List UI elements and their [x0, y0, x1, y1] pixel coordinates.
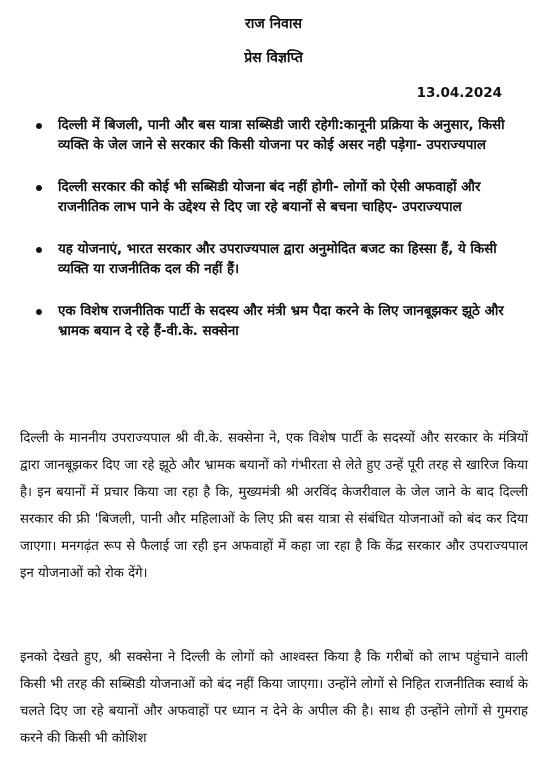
list-item	[36, 240, 506, 280]
list-item	[36, 116, 506, 156]
list-item-text: एक विशेष राजनीतिक पार्टी के सदस्य और मंत्री भ्रम पैदा करने के लिए जानबूझकर झूठे और भ्रामक बयान दे रहे हैं-वी.के. सक्सेना	[58, 304, 504, 339]
bullet-icon	[36, 185, 42, 191]
list-item-text: यह योजनाएं, भारत सरकार और उपराज्यपाल द्वारा अनुमोदित बजट का हिस्सा हैं, ये किसी व्यक्ति या राजनीतिक दल की नहीं हैं।	[58, 242, 497, 277]
bullet-icon	[36, 123, 42, 129]
document-subtitle: प्रेस विज्ञप्ति	[244, 50, 303, 66]
list-item-text: दिल्ली सरकार की कोई भी सब्सिडी योजना बंद नहीं होगी- लोगों को ऐसी अफवाहों और राजनीतिक लाभ पाने के उद्देश्य से दिए जा रहे बयानों से बचना चाहिए- उपराज्यपाल	[58, 180, 481, 215]
body-paragraph: दिल्ली के माननीय उपराज्यपाल श्री वी.के. सक्सेना ने, एक विशेष पार्टी के सदस्यों और सरकार के मंत्रियों द्वारा जानबूझकर दिए जा रहे झूठे और भ्रामक बयानों को गंभीरता से लेते हुए उन्हें पूरी तरह से खारिज किया है। इन बयानों में प्रचार किया जा रहा है कि, मुख्यमंत्री श्री अरविंद केजरीवाल के जेल जाने के बाद दिल्ली सरकार की फ्री 'बिजली, पानी और महिलाओं के लिए फ्री बस यात्रा से संबंधित योजनाओं को बंद कर दिया जाएगा। मनगढ़ंत रूप से फैलाई जा रही इन अफवाहों में कहा जा रहा है कि केंद्र सरकार और उपराज्यपाल इन योजनाओं को रोक देंगे।	[20, 431, 528, 581]
list-item-text: दिल्ली में बिजली, पानी और बस यात्रा सब्सिडी जारी रहेगी:कानूनी प्रक्रिया के अनुसार, किसी व्यक्ति के जेल जाने से सरकार की किसी योजना पर कोई असर नही पड़ेगा- उपराज्यपाल	[58, 118, 505, 153]
list-item	[36, 178, 506, 218]
document-title: राज निवास	[245, 16, 302, 32]
body-paragraph: इनको देखते हुए, श्री सक्सेना ने दिल्ली के लोगों को आश्वस्त किया है कि गरीबों को लाभ पहुंचाने वाली किसी भी तरह की सब्सिडी योजनाओं को बंद नहीं किया जाएगा। उन्होंने लोगों से निहित राजनीतिक स्वार्थ के चलते दिए जा रहे बयानों और अफवाहों पर ध्यान न देने के अपील की है। साथ ही उन्होंने लोगों से गुमराह करने की किसी भी कोशिश	[20, 650, 528, 746]
release-date: 13.04.2024	[416, 85, 502, 101]
list-item	[36, 302, 506, 342]
bullet-icon	[36, 309, 42, 315]
highlights-list	[36, 116, 506, 364]
bullet-icon	[36, 247, 42, 253]
